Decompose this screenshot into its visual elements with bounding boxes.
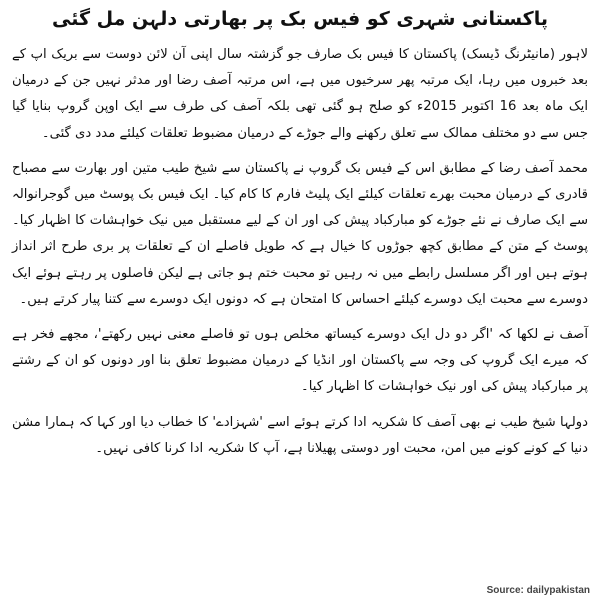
article-paragraph: محمد آصف رضا کے مطابق اس کے فیس بک گروپ نے پاکستان سے شیخ طیب متین اور بھارت سے مصباح قادری کے درمیان محبت بھرے تعلقات کیلئے ایک پلیٹ فارم کا کام کیا۔ ایک فیس بک پوسٹ میں گوجرانوالہ سے ایک صارف نے نئے جوڑے کو مبارکباد پیش کی اور ان کے لیے مستقبل میں نیک خواہشات کا اظہار کیا۔ پوسٹ کے متن کے مطابق کچھ جوڑوں کا خیال ہے کہ طویل فاصلے ان کے تعلقات پر بری طرح اثر انداز ہوتے ہیں اور اگر مسلسل رابطے میں نہ رہیں تو محبت ختم ہو جاتی ہے لیکن فاصلوں پر رہتے ہوئے ایک دوسرے سے محبت ایک دوسرے کیلئے احساس کا امتحان ہے کہ دونوں ایک دوسرے سے کتنا پیار کرتے ہیں۔ bbox=[12, 160, 588, 307]
article-paragraph: آصف نے لکھا کہ 'اگر دو دل ایک دوسرے کیساتھ مخلص ہوں تو فاصلے معنی نہیں رکھتے'، مجھے فخر ہے کہ میرے ایک گروپ کی وجہ سے پاکستان اور انڈیا کے درمیان مضبوط تعلق بنا اور دونوں کو ان کے رشتے پر مبارکباد پیش کی اور نیک خواہشات کا اظہار کیا۔ bbox=[12, 327, 588, 395]
article-headline: پاکستانی شہری کو فیس بک پر بھارتی دلہن مل گئی bbox=[51, 8, 548, 30]
article-paragraph: لاہور (مانیٹرنگ ڈیسک) پاکستان کا فیس بک صارف جو گزشتہ سال اپنی آن لائن دوست سے بریک اپ کے بعد خبروں میں رہا، ایک مرتبہ پھر سرخیوں میں ہے، اس مرتبہ آصف رضا اور مدثر نہیں جن کے درمیان ایک ماہ بعد 16 اکتوبر 2015ء کو صلح ہو گئی تھی بلکہ آصف کی طرف سے ایک اوپن گروپ بنایا گیا جس سے دو مختلف ممالک سے تعلق رکھنے والے جوڑے کے درمیان مضبوط تعلقات کیلئے مدد دی گئی۔ bbox=[12, 47, 588, 141]
article-body bbox=[12, 42, 588, 462]
source-credit: Source: dailypakistan bbox=[486, 585, 590, 596]
article-paragraph: دولہا شیخ طیب نے بھی آصف کا شکریہ ادا کرتے ہوئے اسے 'شہزادے' کا خطاب دیا اور کہا کہ ہمارا مشن دنیا کے کونے کونے میں امن، محبت اور دوستی پھیلانا ہے، آپ کا شکریہ ادا کرنا کافی نہیں۔ bbox=[12, 414, 588, 456]
